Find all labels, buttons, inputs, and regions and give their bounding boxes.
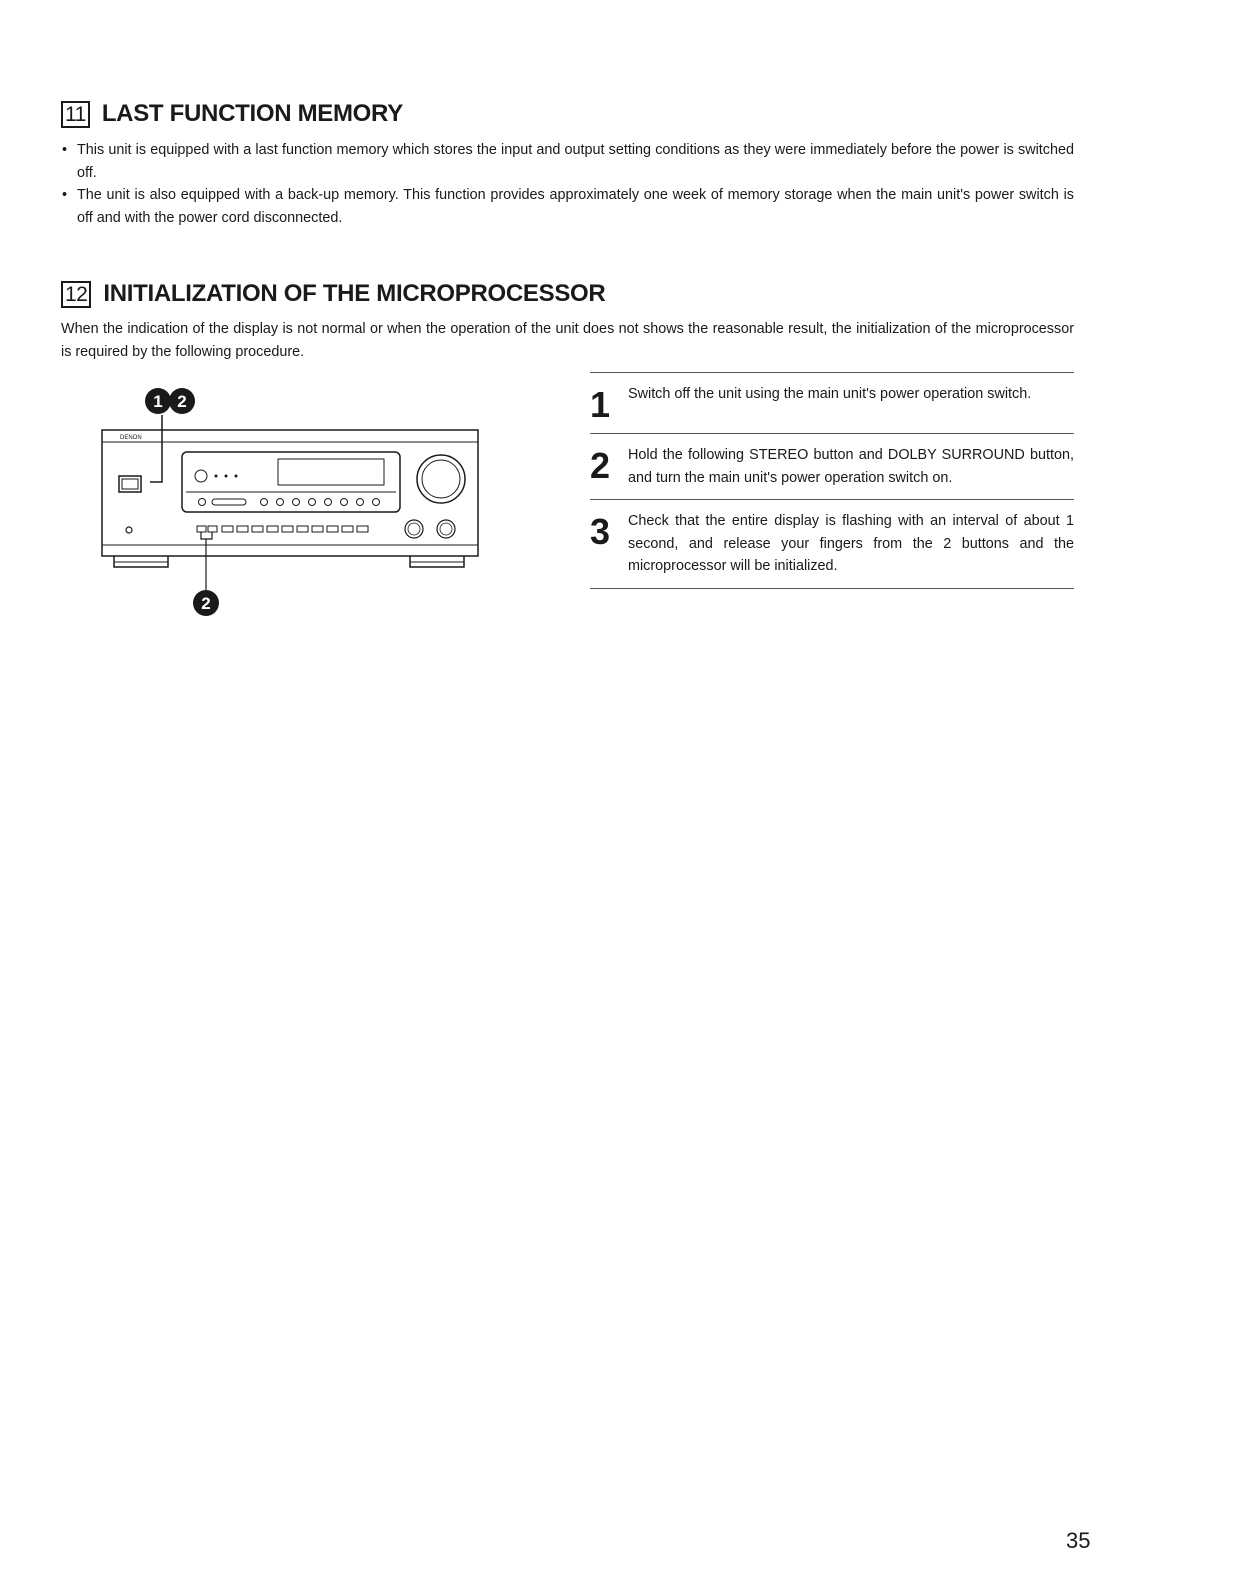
svg-text:2: 2 (177, 392, 187, 411)
receiver-front-panel-diagram (98, 384, 488, 624)
display-window (182, 452, 400, 512)
svg-text:1: 1 (153, 392, 163, 411)
step-number: 2 (590, 445, 610, 486)
list-item: • The unit is also equipped with a back-up memory. This function provides approximately one week of memory storage when the main unit's power switch is off and with the power cord disconnected. (61, 184, 1074, 229)
section-title-last-function-memory: LAST FUNCTION MEMORY (101, 100, 403, 127)
step-text: Switch off the unit using the main unit's power operation switch. (628, 386, 1032, 402)
section-number-12: 12 (61, 281, 91, 308)
procedure-steps (590, 372, 1074, 589)
section-11-bullets (61, 139, 1074, 229)
step-1 (590, 372, 1074, 433)
stereo-dolby-buttons (197, 526, 368, 532)
section-title-initialization: INITIALIZATION OF THE MICROPROCESSOR (103, 280, 606, 307)
list-item: • This unit is equipped with a last function memory which stores the input and output setting conditions as they were immediately before the power is switched off. (61, 139, 1074, 184)
step-number: 3 (590, 511, 610, 552)
step-text: Hold the following STEREO button and DOLBY SURROUND button, and turn the main unit's power operation switch on. (628, 447, 1074, 486)
brand-logo: DENON (120, 435, 142, 441)
callout-1-2-icon (145, 388, 195, 414)
volume-knob-icon (417, 455, 465, 503)
section-12-intro: When the indication of the display is not normal or when the operation of the unit does not shows the reasonable result, the initialization of the microprocessor is required by the following procedure. (61, 321, 1074, 360)
step-number: 1 (590, 384, 610, 425)
step-2 (590, 433, 1074, 499)
bullet-icon: • (62, 142, 68, 158)
step-text: Check that the entire display is flashing with an interval of about 1 second, and release your fingers from the 2 buttons and the microprocessor will be initialized. (628, 513, 1074, 574)
callout-2-icon (193, 590, 219, 616)
section-11-heading (61, 100, 403, 128)
bullet-icon: • (62, 187, 68, 203)
step-3 (590, 499, 1074, 589)
svg-text:2: 2 (201, 594, 211, 613)
page-number: 35 (1066, 1528, 1091, 1553)
section-12-heading (61, 280, 605, 308)
section-number-11: 11 (61, 101, 90, 128)
